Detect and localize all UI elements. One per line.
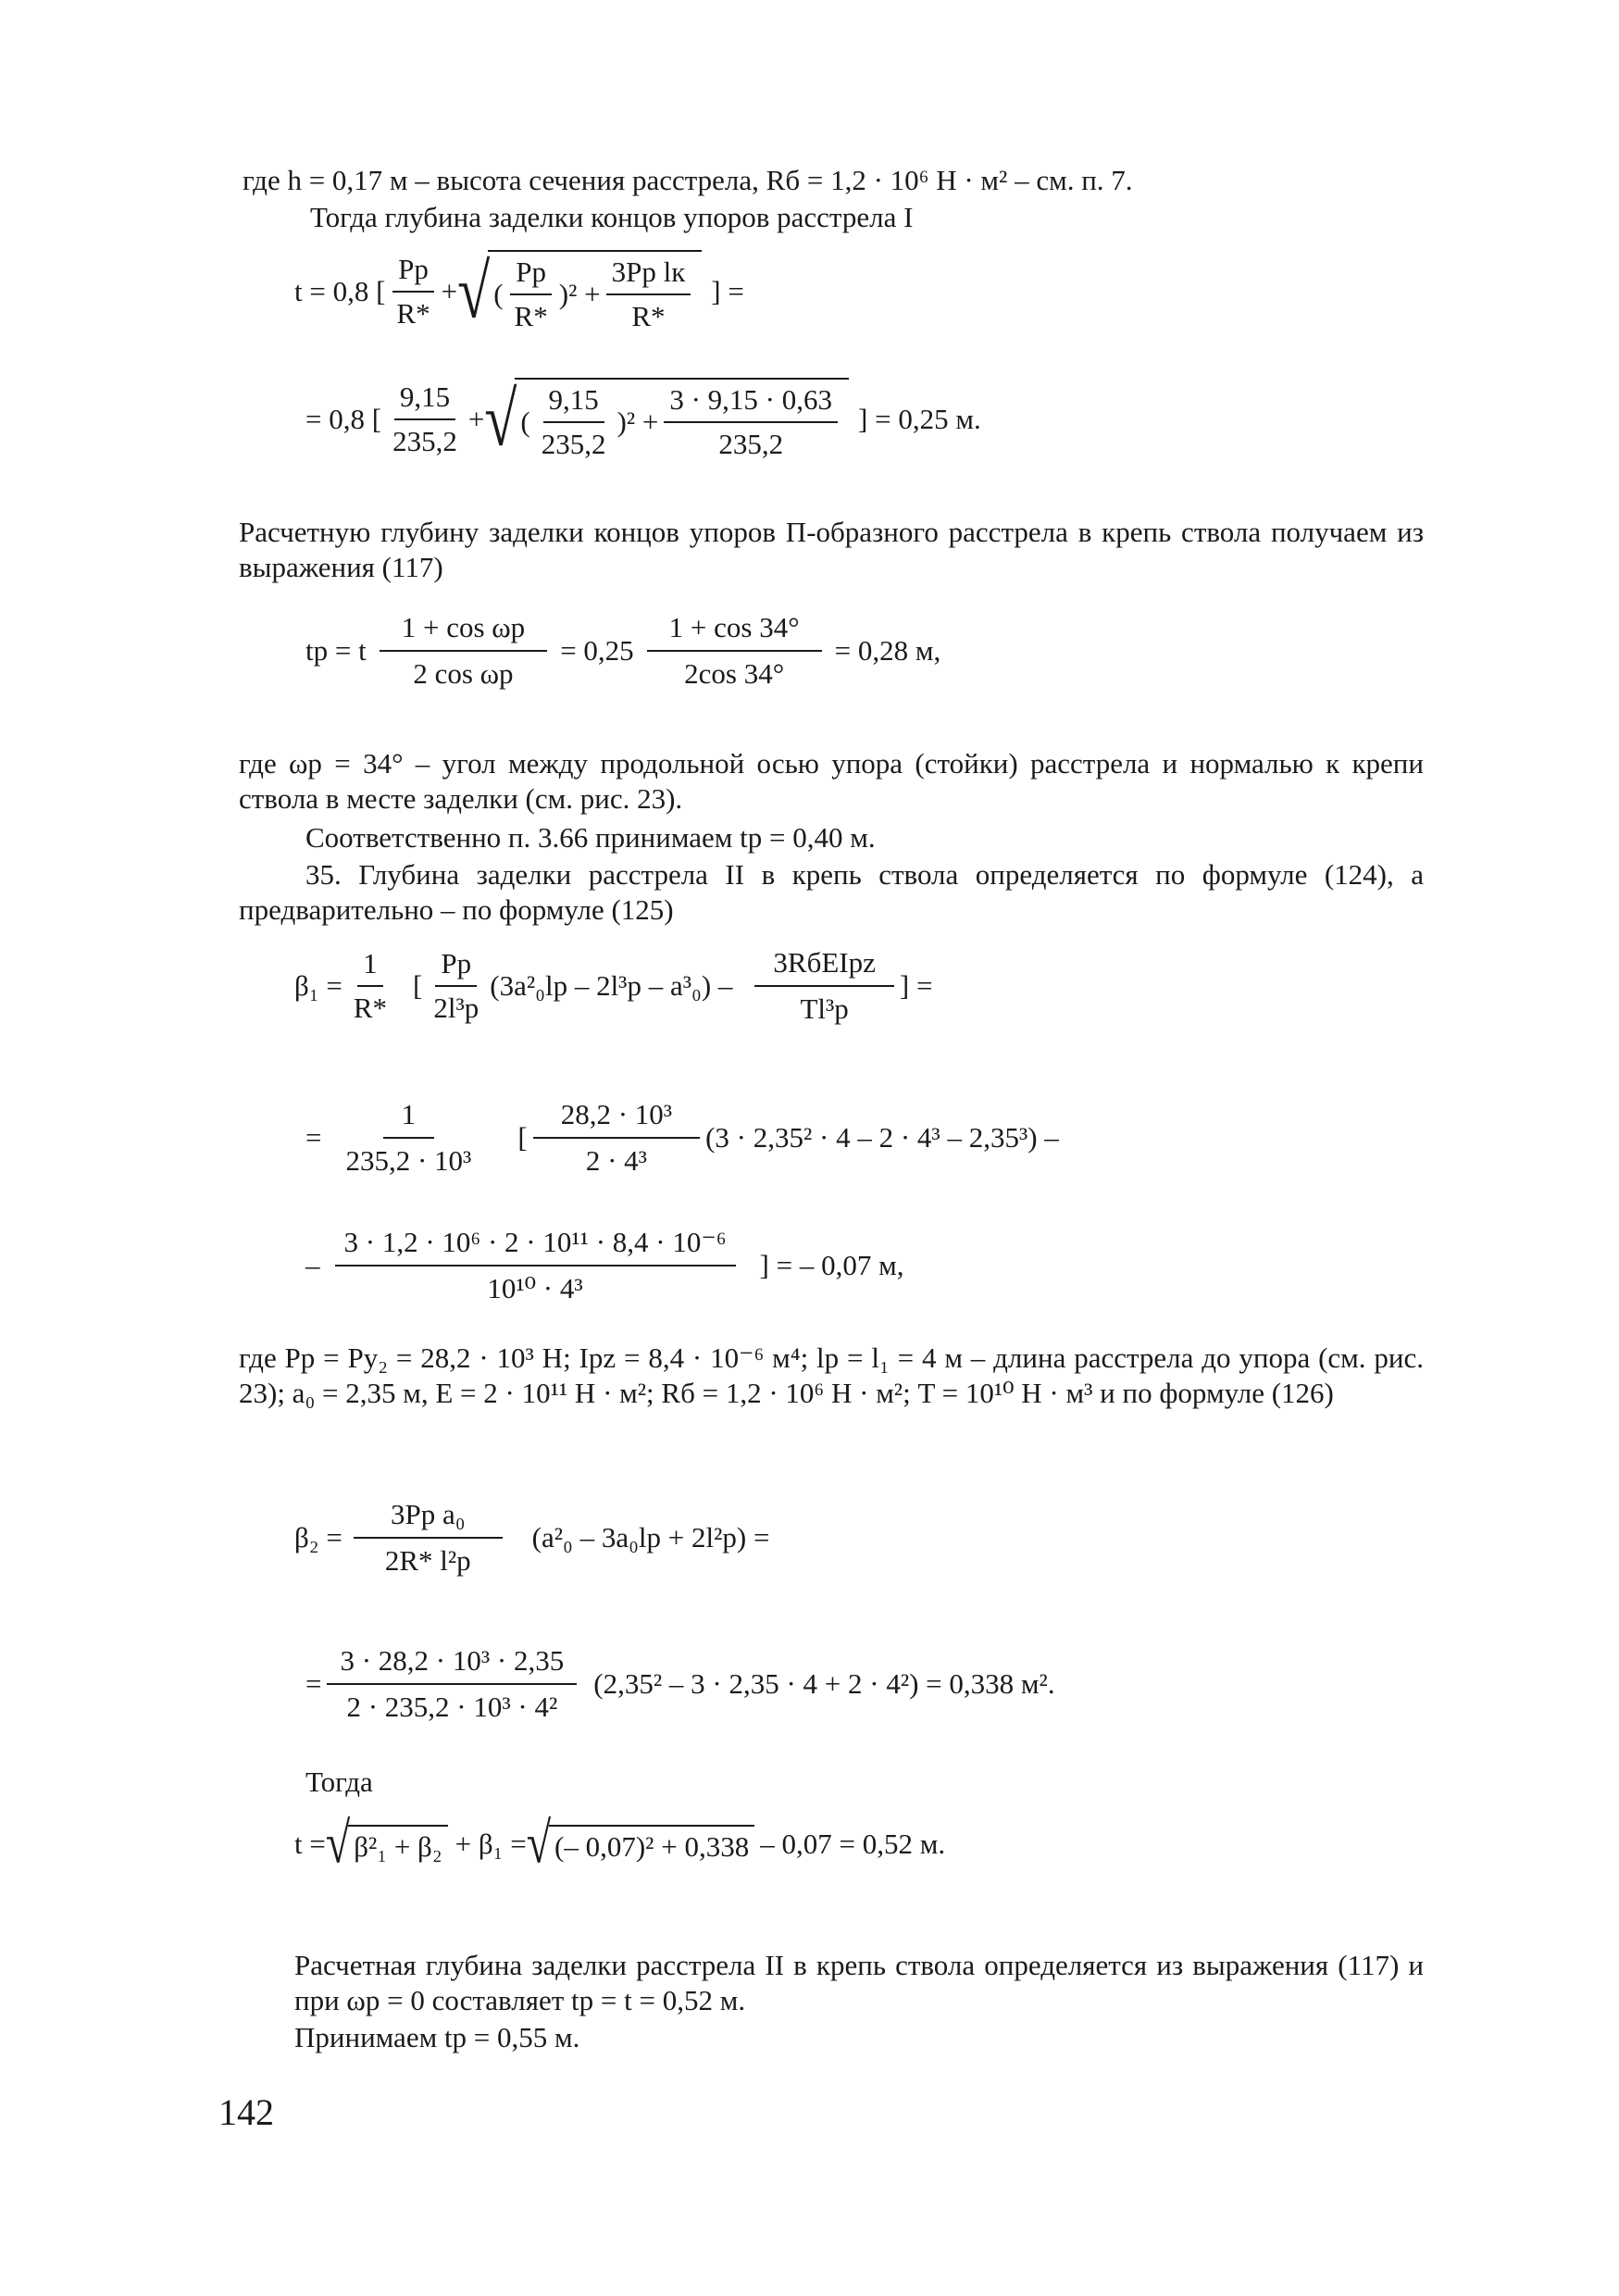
radical-sign: √ xyxy=(325,1811,351,1876)
eq9-rhs: – 0,07 = 0,52 м. xyxy=(760,1828,946,1860)
eq7-lhs: β₂ = xyxy=(294,1521,342,1554)
eq6-lhs: – xyxy=(305,1249,320,1281)
page-number: 142 xyxy=(218,2091,274,2133)
radical-sign: √ xyxy=(526,1811,552,1876)
eq1-sq-frac-a xyxy=(509,256,554,333)
eq7-frac xyxy=(348,1498,508,1578)
equation-3 xyxy=(305,611,940,691)
eq8-frac-num: 3 · 28,2 · 10³ · 2,35 xyxy=(327,1644,577,1685)
equation-4 xyxy=(294,946,932,1026)
eq5-lhs: = xyxy=(305,1121,322,1154)
eq5-frac-2 xyxy=(533,1098,700,1178)
eq3-rhs: = 0,28 м, xyxy=(834,634,941,667)
eq1-sq-b-den: R* xyxy=(631,300,666,332)
eq4-frac-1-den: R* xyxy=(353,992,388,1024)
eq8-frac xyxy=(327,1644,577,1724)
eq5-frac-1 xyxy=(327,1098,490,1178)
eq3-frac-1-num: 1 + cos ωр xyxy=(380,611,547,652)
eq4-frac-3-den: Tl³р xyxy=(800,992,849,1025)
eq2-frac-1-den: 235,2 xyxy=(392,425,457,457)
eq6-frac-den: 10¹⁰ · 4³ xyxy=(487,1272,583,1304)
eq5-bracket: [ xyxy=(517,1121,528,1154)
eq3-frac-2-num: 1 + cos 34° xyxy=(647,611,822,652)
eq8-lhs: = xyxy=(305,1667,322,1700)
eq1-sq-b-num: 3Pр lк xyxy=(606,256,691,295)
eq3-frac-2 xyxy=(647,611,822,691)
eq2-frac-1 xyxy=(387,381,463,458)
eq6-frac xyxy=(335,1226,736,1305)
eq2-sq-b-den: 235,2 xyxy=(718,428,784,460)
eq8-frac-den: 2 · 235,2 · 10³ · 4² xyxy=(346,1691,558,1723)
eq9-sqrt-2 xyxy=(526,1811,755,1876)
eq4-frac-1-num: 1 xyxy=(357,947,383,987)
intro-line-1: где h = 0,17 м – высота сечения расстрела, Rб = 1,2 · 10⁶ Н · м² – см. п. 7. xyxy=(243,164,1133,196)
eq7-rhs: (a²₀ – 3a₀lр + 2l²р) = xyxy=(531,1521,770,1554)
paragraph-3: Соответственно п. 3.66 принимаем tр = 0,40 м. xyxy=(305,821,876,854)
eq9-lhs: t = xyxy=(294,1828,326,1860)
eq3-lhs: tр = t xyxy=(305,634,367,667)
eq2-sq-pow: ² + xyxy=(626,406,659,438)
eq5-frac-1-num: 1 xyxy=(383,1098,435,1139)
paragraph-7: Принимаем tр = 0,55 м. xyxy=(294,2021,580,2053)
equation-9 xyxy=(294,1811,946,1876)
eq1-frac-1-den: R* xyxy=(396,297,430,330)
equation-5 xyxy=(305,1098,1059,1178)
eq9-mid: + β₁ = xyxy=(455,1828,527,1860)
eq1-sq-pow: ² + xyxy=(568,278,601,310)
eq1-rhs: ] = xyxy=(711,275,744,307)
eq2-lhs: = 0,8 [ xyxy=(305,403,382,435)
eq2-sq-a-den: 235,2 xyxy=(541,428,606,460)
eq3-frac-1-den: 2 cos ωр xyxy=(413,657,514,690)
eq4-bracket: [ xyxy=(413,969,423,1002)
eq1-sq-a-num: Pр xyxy=(510,256,552,295)
eq1-frac-1 xyxy=(391,253,435,331)
paragraph-2: где ωр = 34° – угол между продольной осью упора (стойки) расстрела и нормалью к крепи ствола в месте заделки (см. рис. 23). xyxy=(239,747,1424,815)
paragraph-5: где Pр = Py₂ = 28,2 · 10³ Н; Ipz = 8,4 · 10⁻⁶ м⁴; lр = l₁ = 4 м – длина расстрела до упора (см. рис. 23); a₀ = 2,35 м, E = 2 · 10¹¹ Н · м²; Rб = 1,2 · 10⁶ Н · м²; T = 10¹⁰ Н · м³ и по формуле (126) xyxy=(239,1341,1424,1409)
eq4-frac-1 xyxy=(348,947,392,1025)
eq4-mid: (3a²₀lр – 2l³р – a³₀) – xyxy=(490,969,733,1002)
eq2-sq-b-num: 3 · 9,15 · 0,63 xyxy=(664,383,838,423)
paragraph-1: Расчетную глубину заделки концов упоров П-образного расстрела в крепь ствола получаем из выражения (117) xyxy=(239,516,1424,583)
eq5-frac-2-num: 28,2 · 10³ xyxy=(533,1098,700,1139)
eq2-frac-1-num: 9,15 xyxy=(394,381,455,420)
radical-sign: √ xyxy=(457,248,491,334)
eq4-frac-2 xyxy=(428,947,484,1025)
eq2-sqrt: √ ( $\frac{9,15}{235,2}$ ) ² + $\frac{3 \cdot 9,15 \cdot 0,63}{235,2}$ xyxy=(484,378,849,461)
eq2-sq-frac-b xyxy=(664,383,838,461)
eq3-mid: = 0,25 xyxy=(560,634,634,667)
equation-2 xyxy=(305,378,981,461)
eq4-frac-3-num: 3RбEIрz xyxy=(754,946,893,987)
eq8-rhs: (2,35² – 3 · 2,35 · 4 + 2 · 4²) = 0,338 м². xyxy=(593,1667,1055,1700)
eq5-rhs: (3 · 2,35² · 4 – 2 · 4³ – 2,35³) – xyxy=(705,1121,1059,1154)
eq5-frac-2-den: 2 · 4³ xyxy=(585,1144,647,1177)
equation-6 xyxy=(305,1226,903,1305)
eq3-frac-1 xyxy=(380,611,547,691)
radical-sign: √ xyxy=(484,376,517,462)
eq1-plus: + xyxy=(441,275,458,307)
eq3-frac-2-den: 2cos 34° xyxy=(684,657,785,690)
intro-line-2: Тогда глубина заделки концов упоров расстрела I xyxy=(310,201,914,233)
eq6-frac-num: 3 · 1,2 · 10⁶ · 2 · 10¹¹ · 8,4 · 10⁻⁶ xyxy=(335,1226,736,1267)
eq2-sq-a-num: 9,15 xyxy=(543,383,604,423)
eq9-sqrt-1-arg: β²₁ + β₂ xyxy=(348,1825,447,1864)
eq4-frac-3 xyxy=(754,946,893,1026)
eq4-frac-2-num: Pр xyxy=(435,947,477,987)
eq4-rhs: ] = xyxy=(899,969,933,1002)
eq2-plus: + xyxy=(467,403,485,435)
togda-label: Тогда xyxy=(305,1766,373,1798)
eq2-rhs: ] = 0,25 м. xyxy=(858,403,981,435)
eq1-lhs: t = 0,8 [ xyxy=(294,275,386,307)
eq6-rhs: ] = – 0,07 м, xyxy=(759,1249,904,1281)
paragraph-6: Расчетная глубина заделки расстрела II в крепь ствола определяется из выражения (117) и при ωр = 0 составляет tр = t = 0,52 м. xyxy=(294,1949,1424,2016)
eq1-sq-a-den: R* xyxy=(514,300,548,332)
equation-7 xyxy=(294,1498,769,1578)
eq7-frac-num: 3Pр a₀ xyxy=(354,1498,503,1539)
eq1-frac-1-num: Pр xyxy=(392,253,434,293)
eq4-lhs: β₁ = xyxy=(294,969,342,1002)
eq7-frac-den: 2R* l²р xyxy=(384,1544,471,1577)
eq1-sqrt: √ ( $\frac{Pр}{R*}$ ) ² + $\frac{\text{3Pр lк}}{R*}$ xyxy=(457,250,702,333)
eq4-frac-2-den: 2l³р xyxy=(433,992,479,1024)
paragraph-4: 35. Глубина заделки расстрела II в крепь ствола определяется по формуле (124), а предварительно – по формуле (125) xyxy=(239,858,1424,926)
eq2-sq-frac-a xyxy=(536,383,612,461)
equation-8 xyxy=(305,1644,1055,1724)
eq9-sqrt-2-arg: (– 0,07)² + 0,338 xyxy=(549,1825,754,1864)
equation-1 xyxy=(294,250,744,333)
eq9-sqrt-1 xyxy=(325,1811,448,1876)
eq5-frac-1-den: 235,2 · 10³ xyxy=(345,1144,472,1177)
eq1-sq-frac-b xyxy=(606,256,691,333)
